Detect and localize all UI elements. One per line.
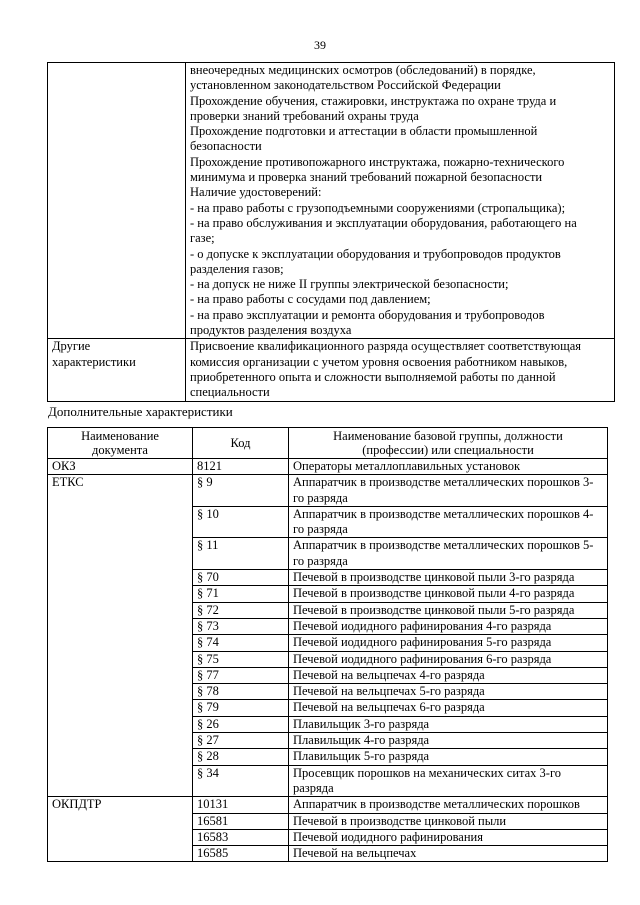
code-cell: § 34 xyxy=(193,765,289,797)
code-cell: 16585 xyxy=(193,846,289,862)
code-cell: 16581 xyxy=(193,813,289,829)
requirement-line: - о допуске к эксплуатации оборудования и трубопроводов продуктов xyxy=(190,246,561,261)
requirement-line: Прохождение подготовки и аттестации в области промышленной xyxy=(190,124,538,139)
requirement-line: безопасности xyxy=(190,139,262,154)
name-cell: Печевой иодидного рафинирования 4-го разряда xyxy=(289,618,608,634)
requirement-line: внеочередных медицинских осмотров (обследований) в порядке, xyxy=(190,63,536,77)
other-characteristics-value xyxy=(186,339,615,401)
requirement-line: Прохождение противопожарного инструктажа, пожарно-технического xyxy=(190,154,565,169)
name-cell: Печевой иодидного рафинирования xyxy=(289,829,608,845)
requirement-line: - на допуск не ниже II группы электрической безопасности; xyxy=(190,277,509,292)
label-line: характеристики xyxy=(52,354,136,369)
table-row xyxy=(48,475,608,507)
name-cell: Операторы металлоплавильных установок xyxy=(289,459,608,475)
code-cell: § 10 xyxy=(193,506,289,538)
code-cell: § 26 xyxy=(193,716,289,732)
requirements-table xyxy=(47,62,615,402)
name-cell: Печевой в производстве цинковой пыли 3-го разряда xyxy=(289,570,608,586)
table-row xyxy=(48,797,608,813)
name-cell: Просевщик порошков на механических ситах 3-го разряда xyxy=(289,765,608,797)
requirement-line: - на право работы с сосудами под давлением; xyxy=(190,292,431,307)
requirement-line: - на право эксплуатации и ремонта оборудования и трубопроводов xyxy=(190,307,545,322)
requirement-line: продуктов разделения воздуха xyxy=(190,323,352,338)
name-cell: Плавильщик 3-го разряда xyxy=(289,716,608,732)
value-line: приобретенного опыта и сложности выполняемой работы по данной xyxy=(190,369,556,384)
code-cell: § 9 xyxy=(193,475,289,507)
code-cell: § 72 xyxy=(193,602,289,618)
header-line: документа xyxy=(92,443,148,457)
code-cell: 10131 xyxy=(193,797,289,813)
name-cell: Печевой иодидного рафинирования 6-го разряда xyxy=(289,651,608,667)
code-cell: § 71 xyxy=(193,586,289,602)
code-cell: § 73 xyxy=(193,618,289,634)
requirement-line: проверки знаний требований охраны труда xyxy=(190,108,419,123)
requirement-line: - на право работы с грузоподъемными сооружениями (стропальщика); xyxy=(190,200,566,215)
requirements-continuation-row xyxy=(48,63,615,339)
code-cell: § 28 xyxy=(193,749,289,765)
code-cell: § 70 xyxy=(193,570,289,586)
name-cell: Аппаратчик в производстве металлических порошков xyxy=(289,797,608,813)
label-line: Другие xyxy=(52,339,91,354)
header-name xyxy=(289,428,608,459)
document-cell: ОКЗ xyxy=(48,459,193,475)
name-cell: Печевой в производстве цинковой пыли 5-го разряда xyxy=(289,602,608,618)
requirement-line: Наличие удостоверений: xyxy=(190,185,322,200)
code-cell: § 79 xyxy=(193,700,289,716)
code-cell: § 75 xyxy=(193,651,289,667)
page-number: 39 xyxy=(314,38,326,52)
section-heading: Дополнительные характеристики xyxy=(48,404,233,419)
table-row xyxy=(48,459,608,475)
requirements-value-cell xyxy=(186,63,615,339)
header-line: (профессии) или специальности xyxy=(362,443,534,457)
table-body xyxy=(48,459,608,862)
header-line: Наименование базовой группы, должности xyxy=(333,429,563,443)
name-cell: Печевой в производстве цинковой пыли 4-го разряда xyxy=(289,586,608,602)
document-cell: ЕТКС xyxy=(48,475,193,797)
name-cell: Печевой на вельцпечах 4-го разряда xyxy=(289,667,608,683)
name-cell: Печевой на вельцпечах 6-го разряда xyxy=(289,700,608,716)
code-cell: § 27 xyxy=(193,733,289,749)
requirement-line: газе; xyxy=(190,231,215,246)
code-cell: § 74 xyxy=(193,635,289,651)
header-line: Наименование xyxy=(81,429,159,443)
header-code: Код xyxy=(193,428,289,459)
requirement-line: установленном законодательством Российской Федерации xyxy=(190,78,501,93)
value-line: комиссия организации с учетом уровня освоения работником навыков, xyxy=(190,354,568,369)
other-characteristics-row xyxy=(48,339,615,401)
name-cell: Плавильщик 5-го разряда xyxy=(289,749,608,765)
code-cell: § 78 xyxy=(193,684,289,700)
requirement-line: минимума и проверка знаний требований пожарной безопасности xyxy=(190,170,543,185)
code-cell: § 11 xyxy=(193,538,289,570)
name-cell: Печевой на вельцпечах xyxy=(289,846,608,862)
name-cell: Плавильщик 4-го разряда xyxy=(289,733,608,749)
name-cell: Печевой иодидного рафинирования 5-го разряда xyxy=(289,635,608,651)
name-cell: Печевой в производстве цинковой пыли xyxy=(289,813,608,829)
requirement-line: Прохождение обучения, стажировки, инструктажа по охране труда и xyxy=(190,93,557,108)
requirement-line: разделения газов; xyxy=(190,261,284,276)
table-header-row xyxy=(48,428,608,459)
name-cell: Аппаратчик в производстве металлических порошков 4-го разряда xyxy=(289,506,608,538)
name-cell: Аппаратчик в производстве металлических порошков 5-го разряда xyxy=(289,538,608,570)
document-cell: ОКПДТР xyxy=(48,797,193,862)
code-cell: 8121 xyxy=(193,459,289,475)
value-line: специальности xyxy=(190,385,270,400)
code-cell: § 77 xyxy=(193,667,289,683)
name-cell: Аппаратчик в производстве металлических порошков 3-го разряда xyxy=(289,475,608,507)
other-characteristics-label xyxy=(48,339,186,401)
additional-characteristics-table xyxy=(47,427,608,862)
requirements-label-cell xyxy=(48,63,186,339)
requirement-line: - на право обслуживания и эксплуатации оборудования, работающего на xyxy=(190,215,577,230)
header-document xyxy=(48,428,193,459)
code-cell: 16583 xyxy=(193,829,289,845)
value-line: Присвоение квалификационного разряда осуществляет соответствующая xyxy=(190,339,582,354)
name-cell: Печевой на вельцпечах 5-го разряда xyxy=(289,684,608,700)
